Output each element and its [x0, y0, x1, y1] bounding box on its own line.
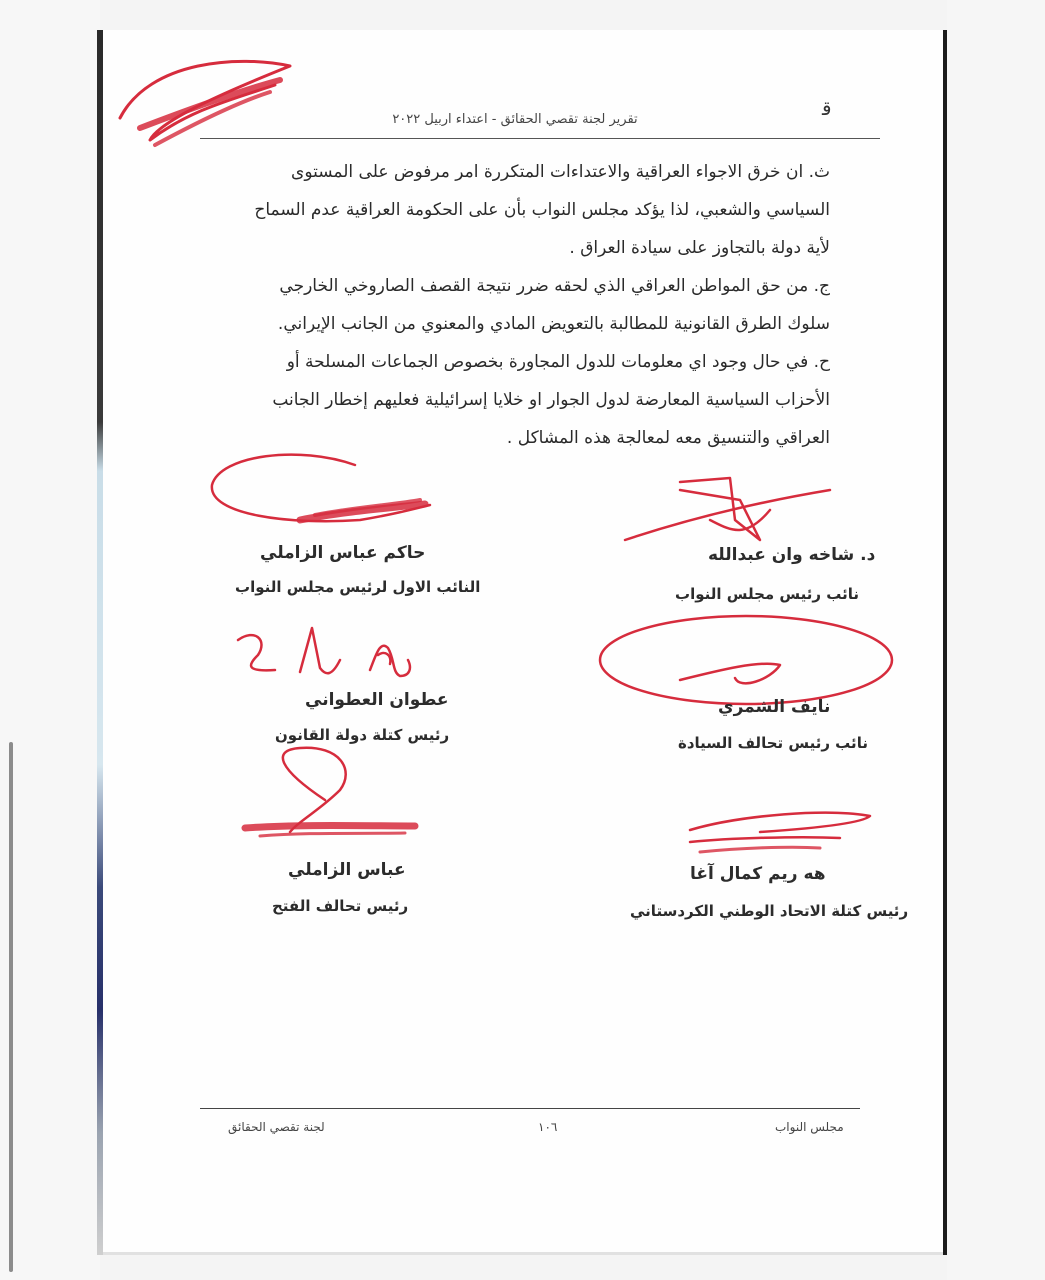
- signatory-name-hakim: حاكم عباس الزاملي: [260, 543, 426, 563]
- signatory-title-hakim: النائب الاول لرئيس مجلس النواب: [235, 578, 481, 596]
- header-rule: [200, 138, 880, 139]
- outer-margin-right: [947, 0, 1045, 1280]
- signatory-title-shakhawan: نائب رئيس مجلس النواب: [675, 585, 859, 603]
- paragraph-tha: [190, 153, 830, 267]
- footer-committee-name: لجنة تقصي الحقائق: [228, 1120, 325, 1134]
- signatory-name-atwan: عطوان العطواني: [305, 690, 449, 710]
- paragraph-line: ث. ان خرق الاجواء العراقية والاعتداءات المتكررة امر مرفوض على المستوى: [291, 162, 830, 182]
- footer-page-number: ١٠٦: [538, 1120, 558, 1134]
- signatory-name-abbas: عباس الزاملي: [288, 860, 406, 880]
- signatory-title-atwan: رئيس كتلة دولة القانون: [275, 726, 450, 744]
- signatory-title-nayef: نائب رئيس تحالف السيادة: [678, 734, 868, 752]
- paragraph-line: ح. في حال وجود اي معلومات للدول المجاورة بخصوص الجماعات المسلحة أو: [286, 352, 830, 372]
- scan-right-edge: [943, 30, 947, 1255]
- signatory-title-hareem: رئيس كتلة الاتحاد الوطني الكردستاني: [630, 902, 909, 920]
- paragraph-line: ج. من حق المواطن العراقي الذي لحقه ضرر نتيجة القصف الصاروخي الخارجي: [279, 276, 830, 296]
- signatory-name-shakhawan: د. شاخه وان عبدالله: [708, 545, 876, 565]
- footer-council-name: مجلس النواب: [775, 1120, 844, 1134]
- paragraph-line: سلوك الطرق القانونية للمطالبة بالتعويض المادي والمعنوي من الجانب الإيراني.: [277, 314, 830, 334]
- paragraph-jim: [190, 267, 830, 343]
- paragraph-line: السياسي والشعبي، لذا يؤكد مجلس النواب بأن على الحكومة العراقية عدم السماح: [254, 200, 830, 220]
- paragraph-line: لأية دولة بالتجاوز على سيادة العراق .: [569, 238, 830, 258]
- paragraph-ha: [190, 343, 830, 457]
- signatory-name-hareem: هه ريم كمال آغا: [690, 864, 826, 884]
- footer-rule: [200, 1108, 860, 1109]
- page-header-title: تقرير لجنة تقصي الحقائق - اعتداء اربيل ٢٠٢٢: [392, 112, 638, 127]
- scrollbar-thumb[interactable]: [9, 742, 13, 1272]
- paragraph-line: العراقي والتنسيق معه لمعالجة هذه المشاكل .: [506, 428, 830, 448]
- signatory-name-nayef: نايف الشمري: [718, 697, 831, 717]
- outer-margin-left: [0, 0, 100, 1280]
- signatory-title-abbas: رئيس تحالف الفتح: [272, 897, 409, 915]
- paragraph-line: الأحزاب السياسية المعارضة لدول الجوار او خلايا إسرائيلية فعليهم إخطار الجانب: [272, 390, 830, 410]
- header-corner-mark: ﻗ: [822, 96, 832, 120]
